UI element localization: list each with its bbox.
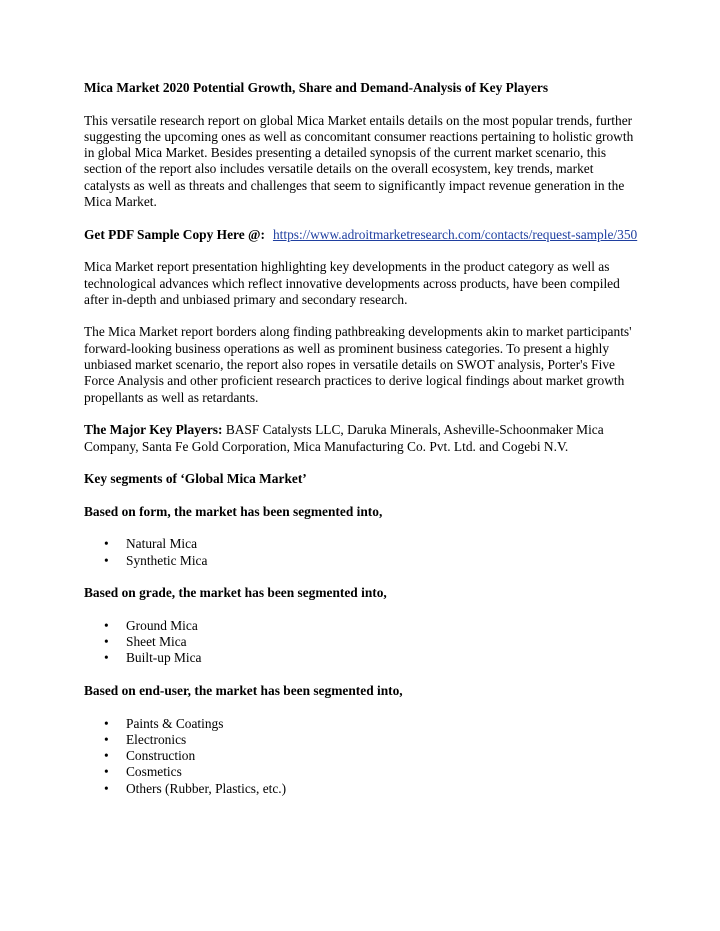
grade-list bbox=[84, 618, 639, 667]
list-item bbox=[84, 764, 639, 780]
bullet-icon: • bbox=[104, 536, 109, 552]
bullet-icon: • bbox=[104, 617, 109, 633]
key-players-paragraph bbox=[84, 422, 639, 455]
key-players-label: The Major Key Players: bbox=[84, 422, 223, 438]
analysis-paragraph: The Mica Market report borders along finding pathbreaking developments akin to market participants' forward-looking business operations as well as prominent business categories. To present a highly unbiased market scenario, the report also ropes in versatile details on SWOT analysis, Porter's Five Force Analysis and other proficient research practices to derive logical findings about market growth propellants as well as retardants. bbox=[84, 324, 632, 405]
list-item bbox=[84, 748, 639, 764]
grade-heading: Based on grade, the market has been segmented into, bbox=[84, 585, 387, 601]
list-item bbox=[84, 650, 639, 666]
list-item-label: Built-up Mica bbox=[126, 650, 202, 666]
key-players-text: BASF Catalysts LLC, Daruka Minerals, Asheville-Schoonmaker Mica Company, Santa Fe Gold Corporation, Mica Manufacturing Co. Pvt. Ltd. and Cogebi N.V. bbox=[84, 422, 604, 454]
enduser-list bbox=[84, 716, 639, 797]
list-item-label: Cosmetics bbox=[126, 764, 182, 780]
list-item bbox=[84, 634, 639, 650]
list-item bbox=[84, 553, 639, 569]
bullet-icon: • bbox=[104, 552, 109, 568]
list-item bbox=[84, 536, 639, 552]
enduser-heading: Based on end-user, the market has been segmented into, bbox=[84, 682, 403, 698]
bullet-icon: • bbox=[104, 764, 109, 780]
bullet-icon: • bbox=[104, 650, 109, 666]
list-item bbox=[84, 781, 639, 797]
sample-copy-label: Get PDF Sample Copy Here @: bbox=[84, 226, 265, 242]
document-page bbox=[84, 80, 639, 813]
bullet-icon: • bbox=[104, 634, 109, 650]
list-item-label: Ground Mica bbox=[126, 617, 198, 633]
list-item bbox=[84, 716, 639, 732]
list-item-label: Synthetic Mica bbox=[126, 552, 208, 568]
list-item bbox=[84, 732, 639, 748]
segments-heading: Key segments of ‘Global Mica Market’ bbox=[84, 471, 307, 487]
form-list bbox=[84, 536, 639, 569]
sample-copy-paragraph bbox=[84, 227, 639, 243]
list-item-label: Electronics bbox=[126, 731, 187, 747]
list-item-label: Sheet Mica bbox=[126, 634, 187, 650]
bullet-icon: • bbox=[104, 780, 109, 796]
intro-paragraph: This versatile research report on global Mica Market entails details on the most popular trends, further suggesting the upcoming ones as well as concomitant consumer reactions pertaining to holistic growth in global Mica Market. Besides presenting a detailed synopsis of the current market scenario, this section of the report also includes versatile details on the overall ecosystem, key trends, market catalysts as well as threats and challenges that seem to significantly impact revenue generation in the Mica Market. bbox=[84, 112, 634, 210]
document-title: Mica Market 2020 Potential Growth, Share and Demand-Analysis of Key Players bbox=[84, 80, 549, 95]
bullet-icon: • bbox=[104, 715, 109, 731]
sample-copy-link[interactable]: https://www.adroitmarketresearch.com/contacts/request-sample/350 bbox=[272, 226, 638, 242]
bullet-icon: • bbox=[104, 731, 109, 747]
list-item-label: Paints & Coatings bbox=[126, 715, 224, 731]
bullet-icon: • bbox=[104, 748, 109, 764]
list-item-label: Others (Rubber, Plastics, etc.) bbox=[126, 780, 287, 796]
list-item-label: Construction bbox=[126, 748, 196, 764]
development-paragraph: Mica Market report presentation highlighting key developments in the product category as well as technological advances which reflect innovative developments across products, have been compiled after in-depth and unbiased primary and secondary research. bbox=[84, 259, 620, 307]
list-item-label: Natural Mica bbox=[126, 536, 198, 552]
list-item bbox=[84, 618, 639, 634]
form-heading: Based on form, the market has been segmented into, bbox=[84, 503, 383, 519]
